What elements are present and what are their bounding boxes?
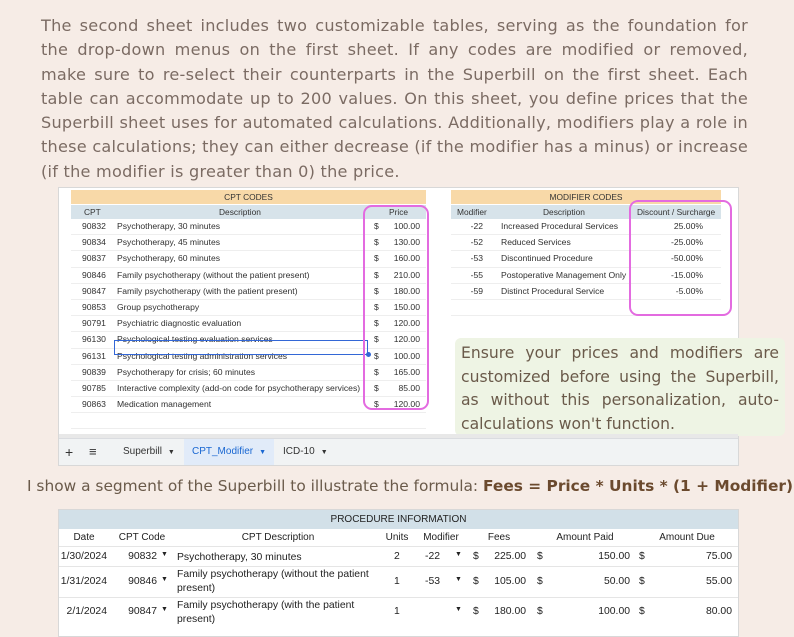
modifier-description-cell[interactable]: Reduced Services: [501, 237, 571, 248]
header-fees: Fees: [487, 532, 511, 543]
tab-label: CPT_Modifier: [192, 446, 254, 457]
caret-down-icon[interactable]: ▼: [167, 449, 175, 456]
discount-surcharge-cell[interactable]: -15.00%: [670, 269, 703, 280]
price-cell[interactable]: 165.00: [393, 366, 420, 377]
dropdown-arrow-icon[interactable]: ▼: [161, 550, 168, 558]
amount-due-cell[interactable]: 80.00: [705, 606, 732, 617]
price-cell[interactable]: 180.00: [393, 285, 420, 296]
tab-cpt-modifier[interactable]: [184, 439, 274, 465]
procedure-table: [58, 509, 739, 637]
formula-bold: Fees = Price * Units * (1 + Modifier): [483, 477, 794, 495]
modifier-cell[interactable]: -53: [425, 576, 441, 587]
add-sheet-button[interactable]: +: [65, 444, 74, 460]
currency-symbol: $: [374, 382, 379, 393]
fees-cell[interactable]: 180.00: [494, 606, 526, 617]
modifier-table-title: MODIFIER CODES: [451, 190, 721, 204]
cpt-description-cell[interactable]: Psychiatric diagnostic evaluation: [117, 318, 242, 329]
discount-surcharge-cell[interactable]: 25.00%: [673, 221, 703, 231]
cpt-description-cell[interactable]: Medication management: [117, 399, 212, 410]
table-row: [59, 546, 738, 567]
units-cell[interactable]: 2: [394, 550, 400, 562]
caret-down-icon[interactable]: ▼: [320, 449, 328, 456]
price-cell[interactable]: 120.00: [393, 334, 420, 345]
cpt-code-cell[interactable]: 90847: [128, 606, 157, 617]
currency-symbol: $: [473, 606, 479, 617]
date-cell[interactable]: 2/1/2024: [66, 606, 107, 617]
modifier-description-cell[interactable]: Discontinued Procedure: [501, 253, 593, 264]
cpt-description-cell[interactable]: Psychotherapy, 30 minutes: [177, 551, 302, 563]
cpt-code-cell[interactable]: 90853: [82, 301, 106, 312]
currency-symbol: $: [537, 606, 543, 617]
cpt-description-cell[interactable]: Family psychotherapy (with the patient present): [117, 285, 298, 296]
modifier-description-cell[interactable]: Distinct Procedural Service: [501, 285, 605, 296]
fees-cell[interactable]: 225.00: [494, 550, 526, 562]
tab-label: Superbill: [123, 446, 162, 457]
modifier-code-cell[interactable]: -55: [470, 269, 483, 280]
price-cell[interactable]: 120.00: [393, 399, 420, 410]
cpt-code-cell[interactable]: 90832: [128, 550, 157, 562]
currency-symbol: $: [639, 550, 645, 562]
currency-symbol: $: [374, 285, 379, 296]
selected-cell[interactable]: [114, 340, 368, 355]
currency-symbol: $: [374, 237, 379, 248]
currency-symbol: $: [374, 253, 379, 264]
price-cell[interactable]: 130.00: [393, 237, 420, 248]
discount-highlight: [629, 200, 732, 316]
header-cpt-code: CPT Code: [118, 532, 166, 543]
spreadsheet-cpt-modifier: [58, 187, 779, 466]
intro-paragraph: The second sheet includes two customizable tables, serving as the foundation for the drop-down menus on the first sheet. If any codes are modified or removed, make sure to re-select their counterparts in the Superbill on the first sheet. Each table can accommodate up to 200 values. On this sheet, you define prices that the Superbill sheet uses for automated calculations. Additionally, modifiers play a role in these calculations; they can either decrease (if the modifier has a minus) or increase (if the modifier is greater than 0) the price.: [41, 16, 748, 181]
cpt-table-title: CPT CODES: [71, 190, 426, 204]
cpt-header-code: CPT: [84, 207, 101, 217]
discount-surcharge-cell[interactable]: -50.00%: [670, 253, 703, 264]
table-row: [59, 566, 738, 598]
amount-due-cell[interactable]: 55.00: [705, 576, 732, 587]
currency-symbol: $: [374, 269, 379, 280]
units-cell[interactable]: 1: [394, 576, 400, 587]
callout-note: Ensure your prices and modifiers are customized before using the Superbill, as without this personalization, auto-calculations won't function.: [455, 338, 785, 436]
cpt-description-cell[interactable]: Psychotherapy for crisis; 60 minutes: [117, 366, 256, 377]
cpt-code-cell[interactable]: 96130: [82, 334, 106, 345]
cpt-code-cell[interactable]: 90863: [82, 399, 106, 410]
tab-superbill[interactable]: [115, 439, 183, 465]
price-highlight: [363, 205, 429, 410]
caret-down-icon[interactable]: ▼: [259, 449, 267, 456]
modifier-code-cell[interactable]: -52: [470, 237, 483, 248]
currency-symbol: $: [374, 221, 379, 231]
cpt-code-cell[interactable]: 90846: [128, 576, 157, 587]
cpt-description-cell[interactable]: Group psychotherapy: [117, 301, 200, 312]
dropdown-arrow-icon[interactable]: ▼: [161, 606, 168, 613]
currency-symbol: $: [537, 550, 543, 562]
currency-symbol: $: [473, 576, 479, 587]
dropdown-arrow-icon[interactable]: ▼: [161, 576, 168, 583]
cpt-code-cell[interactable]: 90839: [82, 366, 106, 377]
cpt-code-cell[interactable]: 96131: [82, 350, 106, 361]
cpt-description-cell[interactable]: Psychotherapy, 45 minutes: [117, 237, 221, 248]
cpt-code-cell[interactable]: 90834: [82, 237, 106, 248]
currency-symbol: $: [537, 576, 543, 587]
tab-icd-10[interactable]: [275, 439, 336, 465]
modifier-code-cell[interactable]: -53: [470, 253, 483, 264]
date-cell[interactable]: 1/31/2024: [60, 576, 107, 587]
amount-paid-cell[interactable]: 100.00: [598, 606, 630, 617]
sheet-tab-bar: [59, 438, 738, 465]
cpt-description-cell[interactable]: Psychological testing administration services: [117, 350, 288, 361]
modifier-header-description: Description: [543, 207, 585, 217]
currency-symbol: $: [374, 350, 379, 361]
units-cell[interactable]: 1: [394, 606, 400, 617]
modifier-code-cell[interactable]: -22: [470, 221, 483, 231]
price-cell[interactable]: 160.00: [393, 253, 420, 264]
currency-symbol: $: [374, 366, 379, 377]
header-amount-due: Amount Due: [659, 532, 715, 543]
amount-paid-cell[interactable]: 150.00: [598, 550, 630, 562]
price-cell[interactable]: 100.00: [393, 221, 420, 231]
price-cell[interactable]: 150.00: [393, 301, 420, 312]
modifier-header-pct: Discount / Surcharge: [637, 207, 716, 217]
all-sheets-menu-icon[interactable]: ≡: [89, 444, 97, 459]
discount-surcharge-cell[interactable]: -25.00%: [670, 237, 703, 248]
modifier-code-cell[interactable]: -59: [470, 285, 483, 296]
currency-symbol: $: [374, 334, 379, 345]
dropdown-arrow-icon[interactable]: ▼: [455, 606, 462, 613]
tab-label: ICD-10: [283, 446, 315, 457]
cpt-code-cell[interactable]: 90785: [82, 382, 106, 393]
dropdown-arrow-icon[interactable]: ▼: [455, 576, 462, 583]
cpt-description-cell[interactable]: Family psychotherapy (without the patient present): [177, 569, 369, 594]
price-cell[interactable]: 120.00: [393, 318, 420, 329]
modifier-description-cell[interactable]: Increased Procedural Services: [501, 221, 619, 231]
cpt-code-cell[interactable]: 90846: [82, 269, 106, 280]
table-row: [59, 597, 738, 627]
modifier-description-cell[interactable]: Postoperative Management Only: [501, 269, 627, 280]
currency-symbol: $: [473, 550, 479, 562]
procedure-title: PROCEDURE INFORMATION: [59, 510, 738, 529]
fees-cell[interactable]: 105.00: [494, 576, 526, 587]
price-cell[interactable]: 100.00: [393, 350, 420, 361]
formula-caption: [27, 477, 794, 495]
price-cell[interactable]: 85.00: [398, 382, 420, 393]
dropdown-arrow-icon[interactable]: ▼: [455, 550, 462, 558]
cpt-description-cell[interactable]: Interactive complexity (add-on code for psychotherapy services): [117, 382, 361, 393]
cpt-code-cell[interactable]: 90847: [82, 285, 106, 296]
cpt-description-cell[interactable]: Family psychotherapy (without the patient present): [117, 269, 310, 280]
price-cell[interactable]: 210.00: [393, 269, 420, 280]
empty-row[interactable]: [71, 413, 426, 429]
header-cpt-description: CPT Description: [241, 532, 315, 543]
cpt-description-cell[interactable]: Psychotherapy, 60 minutes: [117, 253, 221, 264]
amount-due-cell[interactable]: 75.00: [705, 550, 732, 562]
cpt-code-cell[interactable]: 90791: [82, 318, 106, 329]
currency-symbol: $: [374, 301, 379, 312]
cpt-code-cell[interactable]: 90832: [82, 221, 106, 231]
cpt-description-cell[interactable]: Psychological testing evaluation services: [117, 334, 273, 345]
procedure-header: [59, 529, 738, 546]
cpt-description-cell[interactable]: Psychotherapy, 30 minutes: [117, 221, 221, 231]
header-amount-paid: Amount Paid: [556, 532, 614, 543]
header-date: Date: [73, 532, 95, 543]
cpt-header-description: Description: [219, 207, 261, 217]
modifier-cell[interactable]: -22: [425, 550, 441, 562]
currency-symbol: $: [374, 318, 379, 329]
header-units: Units: [385, 532, 409, 543]
currency-symbol: $: [374, 399, 379, 410]
currency-symbol: $: [639, 576, 645, 587]
cpt-code-cell[interactable]: 90837: [82, 253, 106, 264]
date-cell[interactable]: 1/30/2024: [60, 550, 107, 562]
cpt-description-cell[interactable]: Family psychotherapy (with the patient present): [177, 600, 355, 625]
discount-surcharge-cell[interactable]: -5.00%: [675, 285, 703, 296]
amount-paid-cell[interactable]: 50.00: [603, 576, 630, 587]
formula-prefix: I show a segment of the Superbill to illustrate the formula:: [27, 477, 483, 495]
header-modifier: Modifier: [423, 532, 459, 543]
cpt-header-price: Price: [389, 207, 409, 217]
modifier-header-mod: Modifier: [457, 207, 487, 217]
currency-symbol: $: [639, 606, 645, 617]
